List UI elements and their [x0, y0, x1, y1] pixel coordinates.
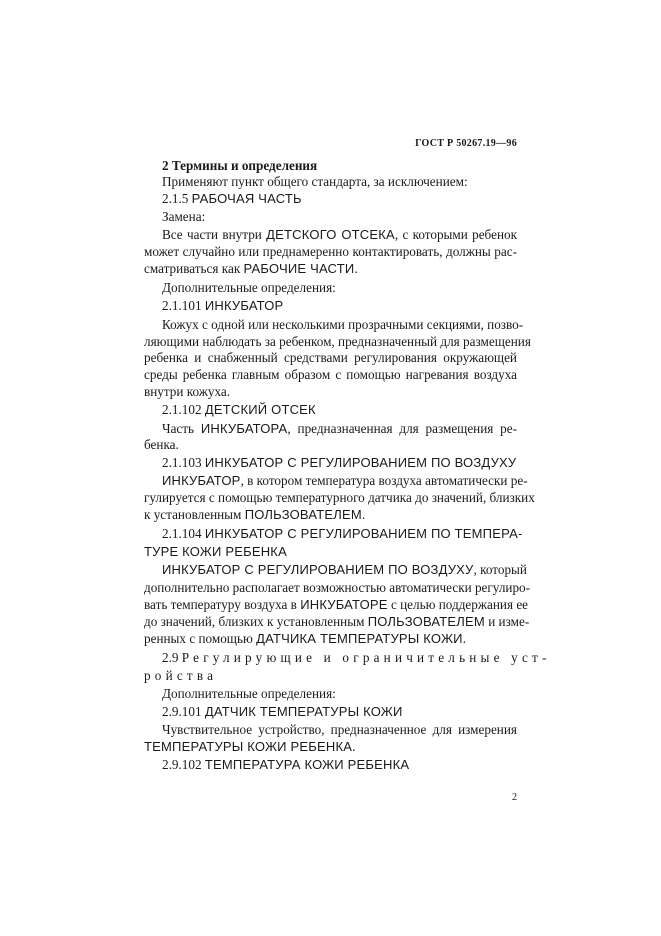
paragraph-line: среды ребенка главным образом с помощью нагревания воздуха	[144, 367, 517, 382]
paragraph-line: ИНКУБАТОР, в котором температура воздуха автоматически ре-	[162, 473, 528, 488]
paragraph-line: Все части внутри ДЕТСКОГО ОТСЕКА, с которыми ребенок	[162, 227, 518, 242]
paragraph-line: ребенка и снабженный средствами регулирования окружающей	[144, 350, 517, 365]
term-heading: 2.1.102 ДЕТСКИЙ ОТСЕК	[162, 402, 316, 417]
term-heading: 2.1.5 РАБОЧАЯ ЧАСТЬ	[162, 191, 302, 206]
paragraph-line: Чувствительное устройство, предназначенное для измерения	[162, 722, 517, 737]
section-heading-terms: 2 Термины и определения	[162, 158, 318, 173]
paragraph-line: сматриваться как РАБОЧИЕ ЧАСТИ.	[144, 261, 358, 276]
paragraph-line: Дополнительные определения:	[162, 280, 336, 295]
paragraph-line: ИНКУБАТОР С РЕГУЛИРОВАНИЕМ ПО ВОЗДУХУ, который	[162, 562, 527, 577]
paragraph-line: Часть ИНКУБАТОРА, предназначенная для размещения ре-	[162, 421, 517, 436]
term-heading: 2.1.103 ИНКУБАТОР С РЕГУЛИРОВАНИЕМ ПО ВОЗДУХУ	[162, 455, 517, 470]
subsection-heading-continued: ройства	[144, 668, 218, 683]
paragraph-line: Применяют пункт общего стандарта, за исключением:	[162, 174, 468, 189]
paragraph-line: вать температуру воздуха в ИНКУБАТОРЕ с целью поддержания ее	[144, 597, 529, 612]
paragraph-line: к установленным ПОЛЬЗОВАТЕЛЕМ.	[144, 507, 366, 522]
term-heading-continued: ТУРЕ КОЖИ РЕБЕНКА	[144, 544, 287, 559]
term-heading: 2.9.101 ДАТЧИК ТЕМПЕРАТУРЫ КОЖИ	[162, 704, 403, 719]
subsection-heading: 2.9 Регулирующие и ограничительные уст-	[162, 650, 551, 665]
term-heading: 2.9.102 ТЕМПЕРАТУРА КОЖИ РЕБЕНКА	[162, 757, 410, 772]
paragraph-line: бенка.	[144, 437, 179, 452]
paragraph-line: до значений, близких к установленным ПОЛЬЗОВАТЕЛЕМ и изме-	[144, 614, 530, 629]
page-number: 2	[512, 792, 517, 803]
paragraph-line: Замена:	[162, 209, 206, 224]
term-heading: 2.1.104 ИНКУБАТОР С РЕГУЛИРОВАНИЕМ ПО ТЕМПЕРА-	[162, 526, 523, 541]
term-heading: 2.1.101 ИНКУБАТОР	[162, 298, 284, 313]
document-header-id: ГОСТ Р 50267.19—96	[415, 138, 517, 149]
paragraph-line: может случайно или преднамеренно контактировать, должны рас-	[144, 244, 517, 259]
paragraph-line: ляющими наблюдать за ребенком, предназначенный для размещения	[144, 334, 531, 349]
paragraph-line: дополнительно располагает возможностью автоматически регулиро-	[144, 580, 531, 595]
paragraph-line: гулируется с помощью температурного датчика до значений, близких	[144, 490, 535, 505]
paragraph-line: Кожух с одной или несколькими прозрачными секциями, позво-	[162, 317, 524, 332]
paragraph-line: Дополнительные определения:	[162, 686, 336, 701]
paragraph-line: ренных с помощью ДАТЧИКА ТЕМПЕРАТУРЫ КОЖИ.	[144, 631, 466, 646]
paragraph-line: ТЕМПЕРАТУРЫ КОЖИ РЕБЕНКА.	[144, 739, 356, 754]
paragraph-line: внутри кожуха.	[144, 384, 231, 399]
